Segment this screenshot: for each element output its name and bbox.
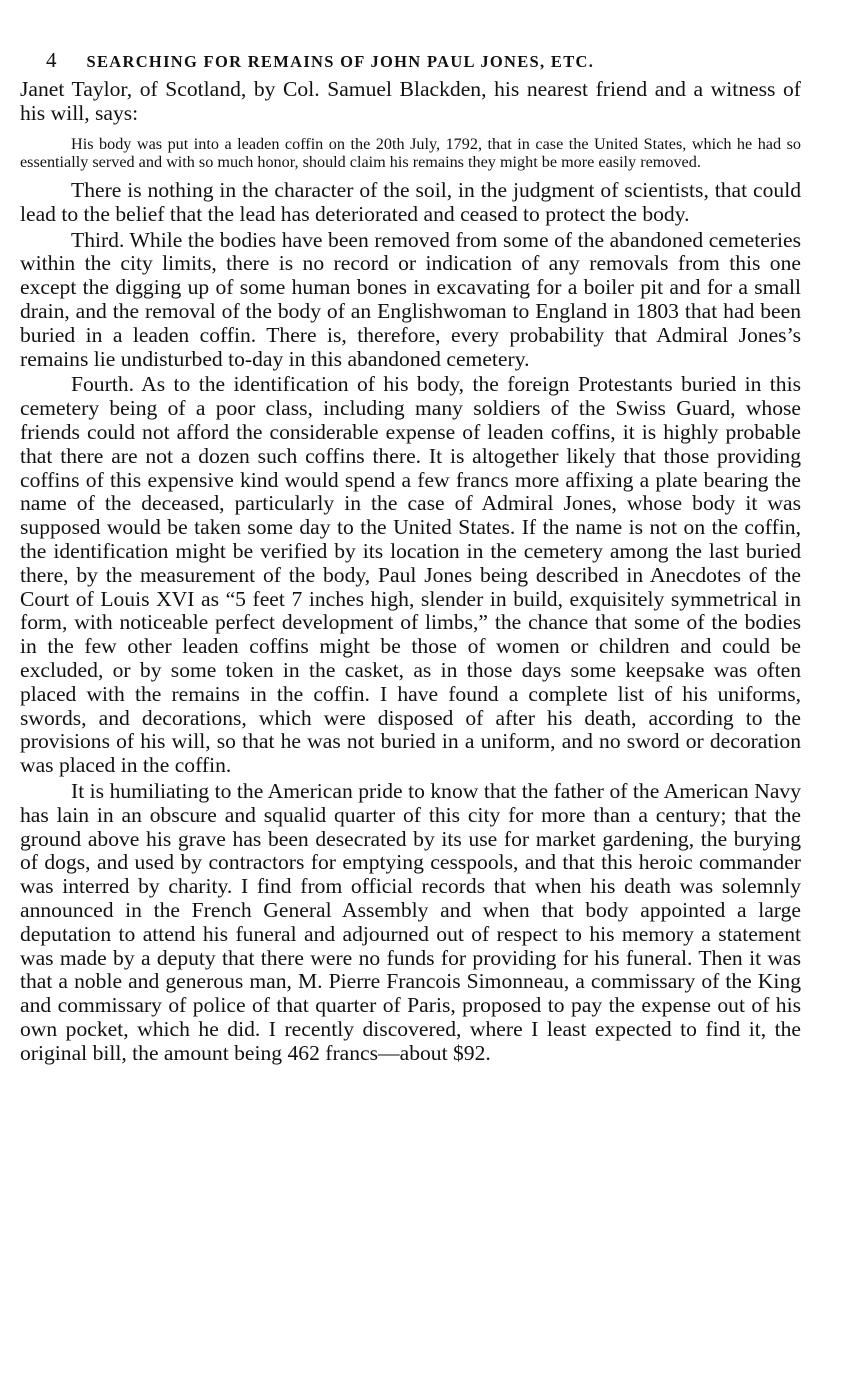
block-quote bbox=[20, 135, 801, 171]
paragraph-humiliating: It is humiliating to the American pride to know that the father of the American Navy has lain in an obscure and squalid quarter of this city for more than a century; that the ground above his grave has been desecrated by its use for market gardening, the burying of dogs, and used by contractors for emptying cesspools, and that this heroic commander was interred by charity. I find from official records that when his death was solemnly announced in the French General Assembly and when that body appointed a large deputation to attend his funeral and adjourned out of respect to his memory a statement was made by a deputy that there were no funds for providing for his funeral. Then it was that a noble and generous man, M. Pierre Francois Simonneau, a commissary of the King and commissary of police of that quarter of Paris, proposed to pay the expense out of his own pocket, which he did. I recently discovered, where I least expected to find it, the original bill, the amount being 462 francs—about $92. bbox=[20, 778, 801, 1065]
running-header bbox=[46, 48, 801, 78]
paragraph-soil: There is nothing in the character of the soil, in the judgment of scientists, that could lead to the belief that the lead has deteriorated and ceased to protect the body. bbox=[20, 178, 801, 226]
page-number: 4 bbox=[46, 48, 57, 72]
intro-paragraph: Janet Taylor, of Scotland, by Col. Samuel Blackden, his nearest friend and a witness of his will, says: bbox=[20, 77, 801, 125]
paragraph-third: Third. While the bodies have been removed from some of the abandoned cemeteries within the city limits, there is no record or indication of any removals from this one except the digging up of some human bones in excavating for a boiler pit and for a small drain, and the removal of the body of an Englishwoman to England in 1803 that had been buried in a leaden coffin. There is, therefore, every probability that Admiral Jones’s remains lie undisturbed to-day in this abandoned cemetery. bbox=[20, 227, 801, 371]
quote-text: His body was put into a leaden coffin on the 20th July, 1792, that in case the United States, which he had so essentially served and with so much honor, should claim his remains they might be more easily removed. bbox=[20, 134, 801, 171]
document-page bbox=[20, 48, 801, 1065]
running-title: SEARCHING FOR REMAINS OF JOHN PAUL JONES, ETC. bbox=[86, 52, 595, 71]
paragraph-fourth: Fourth. As to the identification of his body, the foreign Protestants buried in this cemetery being of a poor class, including many soldiers of the Swiss Guard, whose friends could not afford the considerable expense of leaden coffins, it is highly probable that there are not a dozen such coffins there. It is altogether likely that those providing coffins of this expensive kind would spend a few francs more affixing a plate bearing the name of the deceased, particularly in the case of Admiral Jones, whose body it was supposed would be taken some day to the United States. If the name is not on the coffin, the identification might be verified by its location in the cemetery among the last buried there, by the measurement of the body, Paul Jones being described in Anecdotes of the Court of Louis XVI as “5 feet 7 inches high, slender in build, exquisitely symmetrical in form, with noticeable perfect development of limbs,” the chance that some of the bodies in the few other leaden coffins might be those of women or children and could be excluded, or by some token in the casket, as in those days some keepsake was often placed with the remains in the coffin. I have found a complete list of his uniforms, swords, and decorations, which were disposed of after his death, according to the provisions of his will, so that he was not buried in a uniform, and no sword or decoration was placed in the coffin. bbox=[20, 372, 801, 778]
